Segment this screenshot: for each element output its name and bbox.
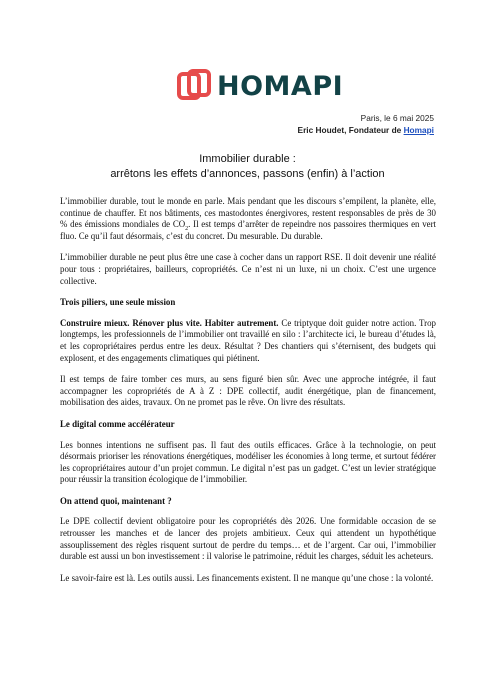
dateline-block — [298, 112, 434, 136]
paragraph-1-part-b: . Il est temps d’arrêter de repeindre nos passoires thermiques en vert fluo. Ce qu’il faut désormais, c’est du concret. Du mesurable. Du durable. — [60, 219, 436, 241]
paragraph-3 — [60, 318, 436, 364]
section-heading-pillars: Trois piliers, une seule mission — [60, 297, 176, 308]
paragraph-3-lead: Construire mieux. Rénover plus vite. Habiter autrement. — [60, 317, 279, 328]
article-body — [60, 196, 436, 594]
paragraph-2: L’immobilier durable ne peut plus être une case à cocher dans un rapport RSE. Il doit devenir une réalité pour tous : propriétaires, bailleurs, copropriétés. Ce n’est ni un luxe, ni un choix. C’est une urgence collective. — [60, 252, 436, 286]
title-line-2: arrêtons les effets d’annonces, passons (enfin) à l’action — [110, 168, 385, 180]
page-title — [60, 152, 435, 182]
paragraph-1 — [60, 196, 436, 242]
section-heading-digital: Le digital comme accélérateur — [60, 418, 175, 429]
co2-subscript: 2 — [185, 225, 189, 232]
paragraph-5: Les bonnes intentions ne suffisent pas. Il faut des outils efficaces. Grâce à la technologie, on peut désormais prioriser les rénovations énergétiques, modéliser les économies à long terme, et surtout fédérer les copropriétaires autour d’un projet commun. Le digital n’est pas un gadget. C’est un levier stratégique pour réussir la transition écologique de l’immobilier. — [60, 439, 436, 485]
paragraph-7: Le savoir-faire est là. Les outils aussi. Les financements existent. Il ne manque qu’une chose : la volonté. — [60, 572, 434, 583]
author-text: Eric Houdet, Fondateur de — [297, 125, 404, 135]
section-heading-next: On attend quoi, maintenant ? — [60, 495, 172, 506]
paragraph-4: Il est temps de faire tomber ces murs, au sens figuré bien sûr. Avec une approche intégrée, il faut accompagner les copropriétés de A à Z : DPE collectif, audit énergétique, plan de financement, mobilisation des aides, travaux. On ne promet pas le rêve. On livre des résultats. — [60, 374, 436, 408]
homapi-link[interactable]: Homapi — [403, 125, 434, 135]
title-line-1: Immobilier durable : — [199, 153, 296, 165]
paragraph-1-part-a: L’immobilier durable, tout le monde en parle. Mais pendant que les discours s’empilent, la planète, elle, continue de chauffer. Et nos bâtiments, ces mastodontes énergivores, restent responsables de près de 30 % des émissions mondiales de CO — [60, 196, 436, 230]
logo-wordmark: HOMAPI — [217, 70, 344, 102]
paragraph-6: Le DPE collectif devient obligatoire pour les copropriétés dès 2026. Une formidable occasion de se retrousser les manches et de lancer des projets ambitieux. Ceux qui attendent un hypothétique assouplissement des règles risquent surtout de perdre du temps… et de l’argent. Car oui, l’immobilier durable est aussi un bon investissement : il valorise le patrimoine, réduit les charges, séduit les acheteurs. — [60, 516, 436, 562]
date-line: Paris, le 6 mai 2025 — [360, 113, 434, 123]
author-line — [298, 124, 434, 136]
paragraph-3-rest: Ce triptyque doit guider notre action. Trop longtemps, les professionnels de l’immobilier ont travaillé en silo : l’architecte ici, le bureau d’études là, et les copropriétaires perdus entre les deux. Résultat ? Des chantiers qui s’éternisent, des budgets qui explosent, et des engagements climatiques qui piétinent. — [60, 317, 436, 363]
homapi-logo-icon — [177, 69, 211, 103]
homapi-logo — [177, 66, 343, 106]
